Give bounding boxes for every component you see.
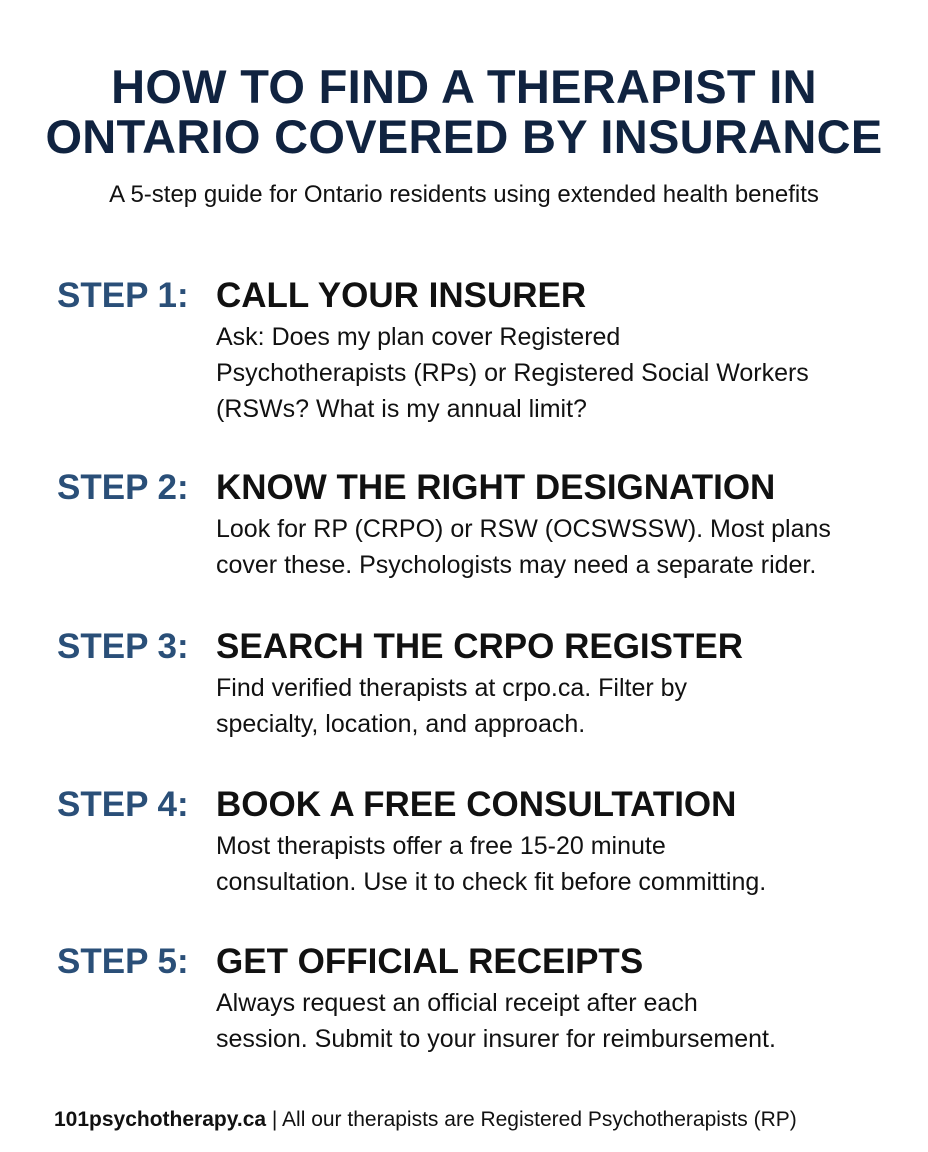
footer — [54, 1106, 797, 1134]
step-number: STEP 4: — [57, 785, 189, 824]
step-number: STEP 3: — [57, 627, 189, 666]
step-description-line: Look for RP (CRPO) or RSW (OCSWSSW). Most plans — [216, 515, 831, 543]
step-description-line: Most therapists offer a free 15-20 minute — [216, 832, 666, 860]
step-description — [216, 319, 886, 427]
page-title — [0, 62, 928, 162]
footer-note: | All our therapists are Registered Psychotherapists (RP) — [266, 1108, 797, 1131]
step-description-line: Ask: Does my plan cover Registered — [216, 323, 621, 351]
step-heading: KNOW THE RIGHT DESIGNATION — [216, 468, 776, 507]
step-description-line: Psychotherapists (RPs) or Registered Social Workers — [216, 359, 809, 387]
step-description-line: specialty, location, and approach. — [216, 710, 586, 738]
step-heading: GET OFFICIAL RECEIPTS — [216, 942, 644, 981]
title-line-1: HOW TO FIND A THERAPIST IN — [111, 60, 817, 113]
step-description-line: (RSWs? What is my annual limit? — [216, 395, 587, 423]
step-description — [216, 670, 886, 742]
step-description — [216, 828, 886, 900]
step-heading: SEARCH THE CRPO REGISTER — [216, 627, 743, 666]
step-number: STEP 1: — [57, 276, 189, 315]
step-description — [216, 511, 886, 583]
step-description-line: session. Submit to your insurer for reimbursement. — [216, 1025, 776, 1053]
step-number: STEP 2: — [57, 468, 189, 507]
step-description-line: consultation. Use it to check fit before committing. — [216, 868, 767, 896]
step-description — [216, 985, 886, 1057]
step-description-line: Always request an official receipt after each — [216, 989, 698, 1017]
step-heading: BOOK A FREE CONSULTATION — [216, 785, 737, 824]
footer-website: 101psychotherapy.ca — [54, 1108, 267, 1131]
title-line-2: ONTARIO COVERED BY INSURANCE — [45, 110, 883, 163]
step-number: STEP 5: — [57, 942, 189, 981]
step-description-line: Find verified therapists at crpo.ca. Filter by — [216, 674, 688, 702]
step-heading: CALL YOUR INSURER — [216, 276, 587, 315]
step-description-line: cover these. Psychologists may need a separate rider. — [216, 551, 817, 579]
page-subtitle: A 5-step guide for Ontario residents using extended health benefits — [109, 181, 819, 208]
